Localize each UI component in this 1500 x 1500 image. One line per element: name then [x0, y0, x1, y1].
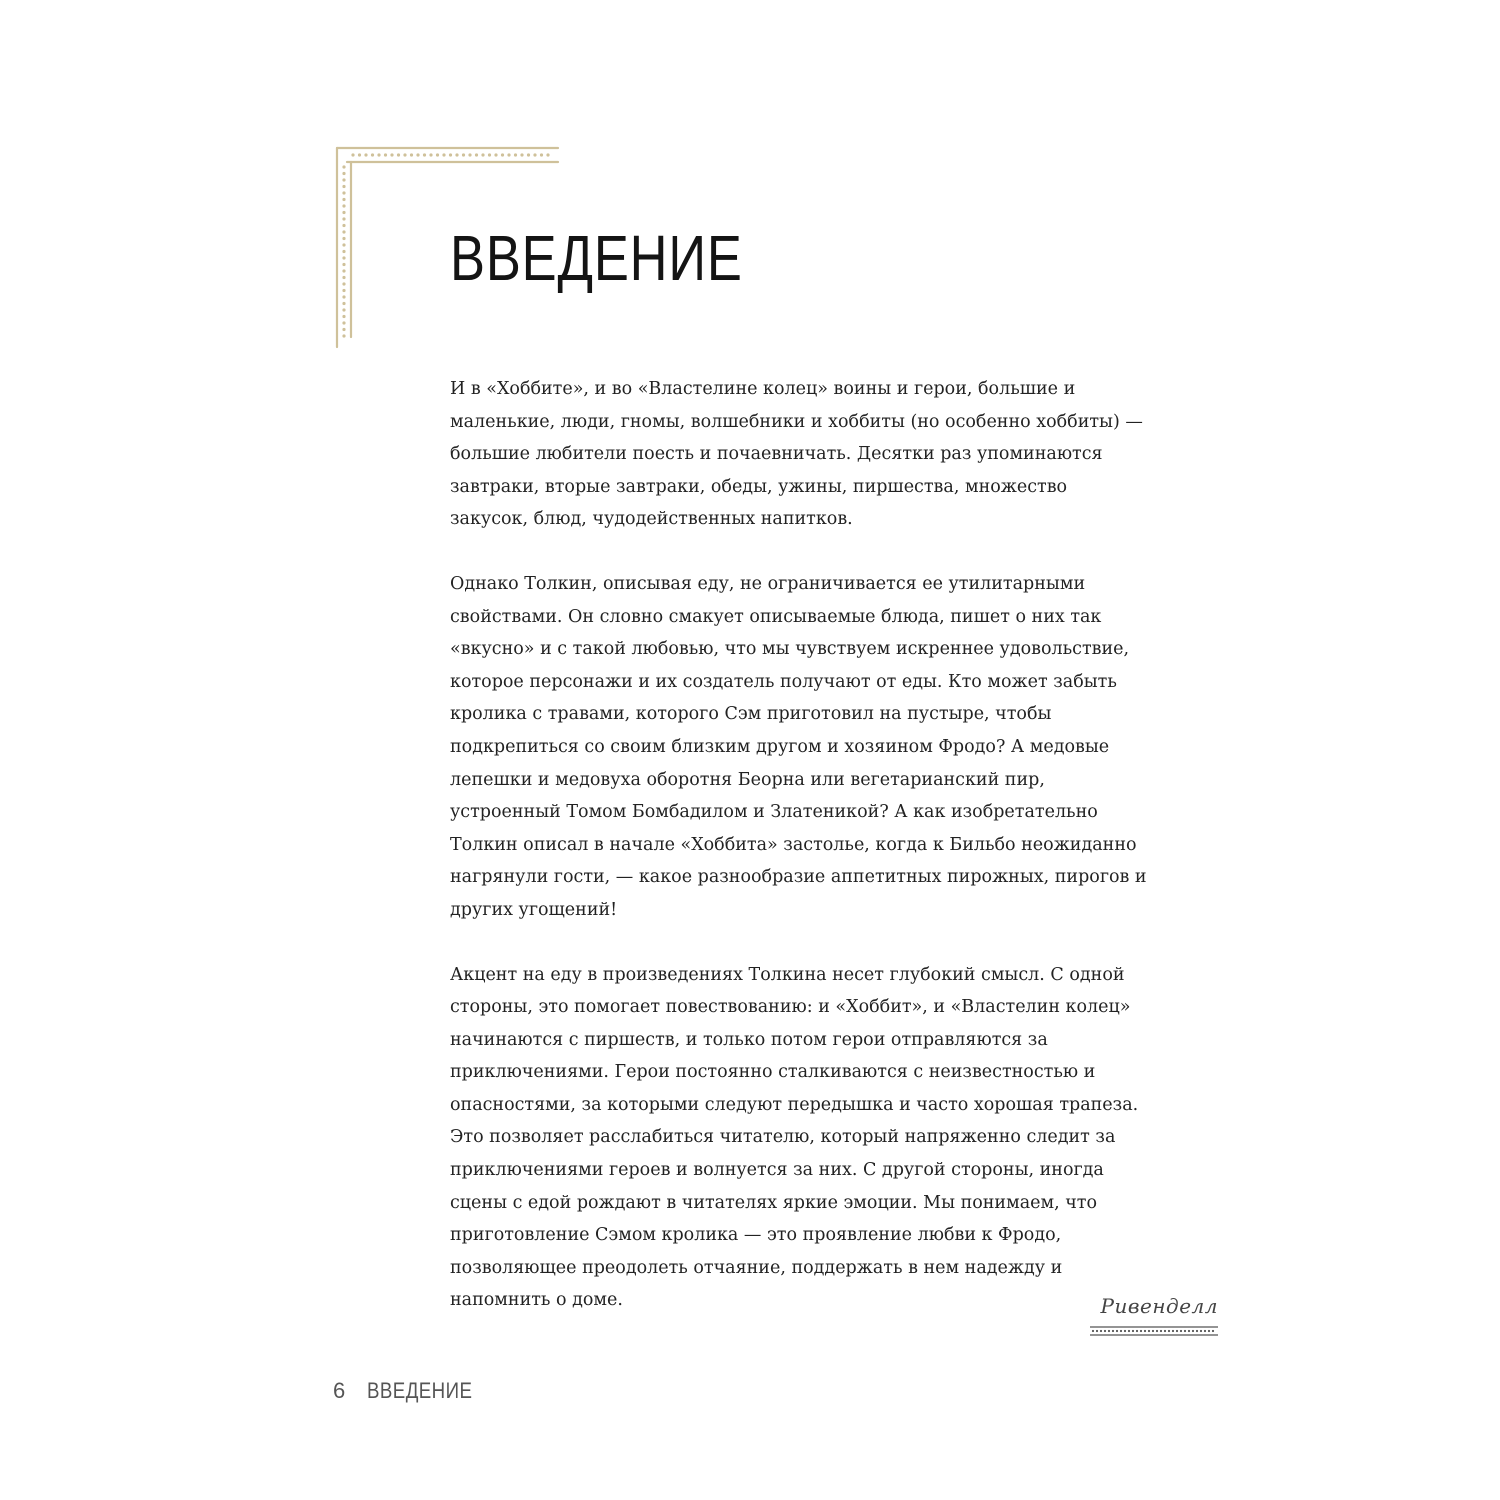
- body-text: [450, 373, 1150, 1349]
- signature: [1101, 1292, 1218, 1320]
- paragraph: И в «Хоббите», и во «Властелине колец» воины и герои, большие и маленькие, люди, гномы, волшебники и хоббиты (но особенно хоббиты) — большие любители поесть и почаевничать. Десятки раз упоминаются завтраки, вторые завтраки, обеды, ужины, пиршества, множество закусок, блюд, чудодейственных напитков.: [450, 379, 1143, 530]
- paragraph: Акцент на еду в произведениях Толкина несет глубокий смысл. С одной стороны, это помогает повествованию: и «Хоббит», и «Властелин колец» начинаются с пиршеств, и только потом герои отправляются за приключениями. Герои постоянно сталкиваются с неизвестностью и опасностями, за которыми следуют передышка и часто хорошая трапеза. Это позволяет расслабиться читателю, который напряженно следит за приключениями героев и волнуется за них. С другой стороны, иногда сцены с едой рождают в читателях яркие эмоции. Мы понимаем, что приготовление Сэмом кролика — это проявление любви к Фродо, позволяющее преодолеть отчаяние, поддержать в нем надежду и напомнить о доме.: [450, 964, 1139, 1311]
- running-head: ВВЕДЕНИЕ: [367, 1378, 473, 1403]
- page-footer: [333, 1380, 491, 1402]
- signature-rule: [1090, 1326, 1218, 1336]
- chapter-title: ВВЕДЕНИЕ: [450, 222, 743, 294]
- page-number: 6: [333, 1378, 346, 1403]
- paragraph: Однако Толкин, описывая еду, не ограничивается ее утилитарными свойствами. Он словно смакует описываемые блюда, пишет о них так «вкусно» и с такой любовью, что мы чувствуем искреннее удовольствие, которое персонажи и их создатель получают от еды. Кто может забыть кролика с травами, которого Сэм приготовил на пустыре, чтобы подкрепиться со своим близким другом и хозяином Фродо? А медовые лепешки и медовуха оборотня Беорна или вегетарианский пир, устроенный Томом Бомбадилом и Златеникой? А как изобретательно Толкин описал в начале «Хоббита» застолье, когда к Бильбо неожиданно нагрянули гости, — какое разнообразие аппетитных пирожных, пирогов и других угощений!: [450, 573, 1147, 920]
- signature-text: Ривенделл: [1100, 1294, 1218, 1318]
